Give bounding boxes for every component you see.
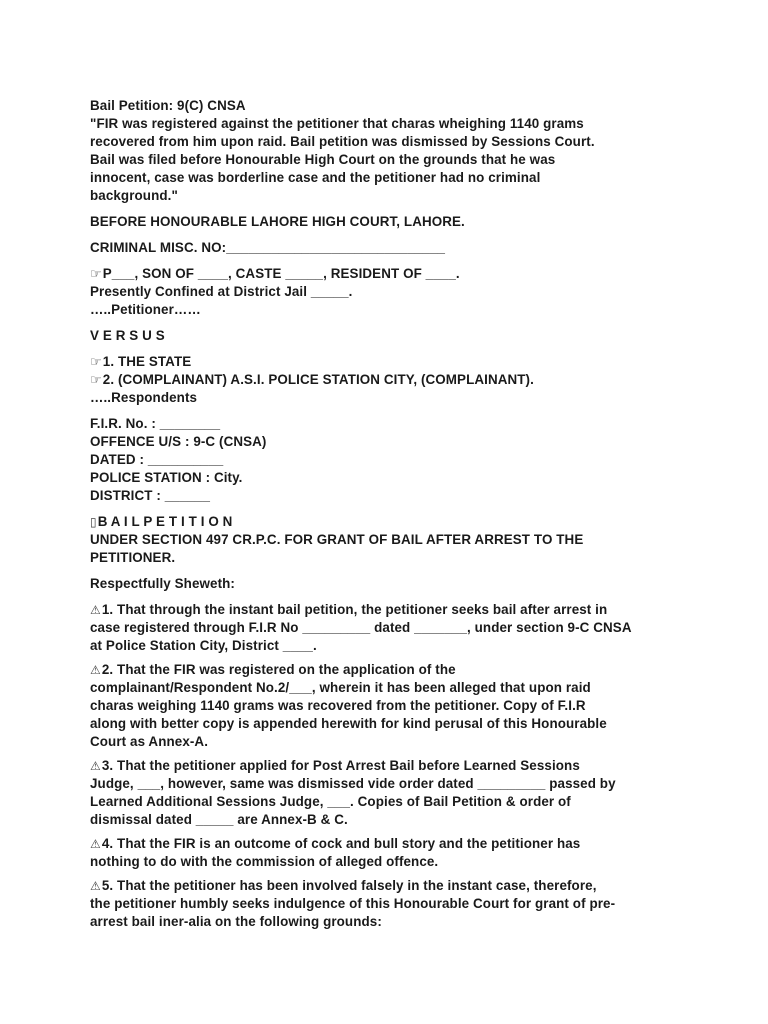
fir-number: F.I.R. No. : ________ xyxy=(90,416,221,431)
paragraph-line: along with better copy is appended herewith for kind perusal of this Honourable xyxy=(90,716,607,731)
paragraph-marker-icon: ⚠ xyxy=(90,759,101,773)
bail-petition-subheading: PETITIONER. xyxy=(90,550,176,565)
paragraph-marker-icon: ⚠ xyxy=(90,603,101,617)
petitioner-label: …..Petitioner…… xyxy=(90,302,201,317)
paragraph-marker-icon: ⚠ xyxy=(90,837,101,851)
paragraph-line: dismissal dated _____ are Annex-B & C. xyxy=(90,812,348,827)
paragraph-line: complainant/Respondent No.2/___, wherein it has been alleged that upon raid xyxy=(90,680,591,695)
court-heading: BEFORE HONOURABLE LAHORE HIGH COURT, LAHORE. xyxy=(90,214,465,229)
paragraph-line: 3. That the petitioner applied for Post Arrest Bail before Learned Sessions xyxy=(101,758,580,773)
paragraph-line: 5. That the petitioner has been involved falsely in the instant case, therefore, xyxy=(101,878,597,893)
paragraph-line: Learned Additional Sessions Judge, ___. Copies of Bail Petition & order of xyxy=(90,794,571,809)
paragraph-line: Court as Annex-A. xyxy=(90,734,209,749)
respondent-state: 1. THE STATE xyxy=(102,354,192,369)
summary-line: background." xyxy=(90,188,178,203)
paragraph-line: case registered through F.I.R No _________ dated _______, under section 9-C CNSA xyxy=(90,620,632,635)
paragraph-5 xyxy=(90,877,680,895)
box-glyph-icon: ▯ xyxy=(90,515,97,529)
paragraph-line: 4. That the FIR is an outcome of cock and bull story and the petitioner has xyxy=(101,836,581,851)
pointing-hand-icon: ☞ xyxy=(90,372,102,387)
paragraph-marker-icon: ⚠ xyxy=(90,879,101,893)
respondent-item xyxy=(90,353,680,371)
paragraph-line: arrest bail iner-alia on the following grounds: xyxy=(90,914,382,929)
bail-petition-subheading: UNDER SECTION 497 CR.P.C. FOR GRANT OF BAIL AFTER ARREST TO THE xyxy=(90,532,584,547)
paragraph-line: at Police Station City, District ____. xyxy=(90,638,317,653)
criminal-misc-number: CRIMINAL MISC. NO:_____________________________ xyxy=(90,240,446,255)
summary-line: "FIR was registered against the petitioner that charas wheighing 1140 grams xyxy=(90,116,584,131)
district: DISTRICT : ______ xyxy=(90,488,211,503)
document-body xyxy=(90,97,680,931)
document-title: Bail Petition: 9(C) CNSA xyxy=(90,98,246,113)
summary-line: Bail was filed before Honourable High Court on the grounds that he was xyxy=(90,152,556,167)
petitioner-confinement: Presently Confined at District Jail _____. xyxy=(90,284,353,299)
petitioner-details: P___, SON OF ____, CASTE _____, RESIDENT OF ____. xyxy=(102,266,460,281)
paragraph-line: 2. That the FIR was registered on the application of the xyxy=(101,662,456,677)
petitioner-line xyxy=(90,265,680,283)
paragraph-4 xyxy=(90,835,680,853)
paragraph-line: 1. That through the instant bail petition, the petitioner seeks bail after arrest in xyxy=(101,602,608,617)
police-station: POLICE STATION : City. xyxy=(90,470,243,485)
pointing-hand-icon: ☞ xyxy=(90,354,102,369)
paragraph-2 xyxy=(90,661,680,679)
paragraph-line: the petitioner humbly seeks indulgence of this Honourable Court for grant of pre- xyxy=(90,896,616,911)
bail-petition-title: B A I L P E T I T I O N xyxy=(97,514,233,529)
versus-heading: V E R S U S xyxy=(90,328,165,343)
fir-date: DATED : __________ xyxy=(90,452,224,467)
paragraph-3 xyxy=(90,757,680,775)
paragraph-marker-icon: ⚠ xyxy=(90,663,101,677)
summary-line: innocent, case was borderline case and the petitioner had no criminal xyxy=(90,170,541,185)
respondents-label: …..Respondents xyxy=(90,390,198,405)
bail-petition-heading xyxy=(90,513,680,531)
paragraph-line: nothing to do with the commission of alleged offence. xyxy=(90,854,439,869)
paragraph-line: Judge, ___, however, same was dismissed vide order dated _________ passed by xyxy=(90,776,616,791)
summary-line: recovered from him upon raid. Bail petition was dismissed by Sessions Court. xyxy=(90,134,595,149)
offence-section: OFFENCE U/S : 9-C (CNSA) xyxy=(90,434,267,449)
salutation: Respectfully Sheweth: xyxy=(90,576,235,591)
paragraph-1 xyxy=(90,601,680,619)
respondent-complainant: 2. (COMPLAINANT) A.S.I. POLICE STATION CITY, (COMPLAINANT). xyxy=(102,372,534,387)
paragraph-line: charas weighing 1140 grams was recovered from the petitioner. Copy of F.I.R xyxy=(90,698,586,713)
respondent-item xyxy=(90,371,680,389)
pointing-hand-icon: ☞ xyxy=(90,266,102,281)
